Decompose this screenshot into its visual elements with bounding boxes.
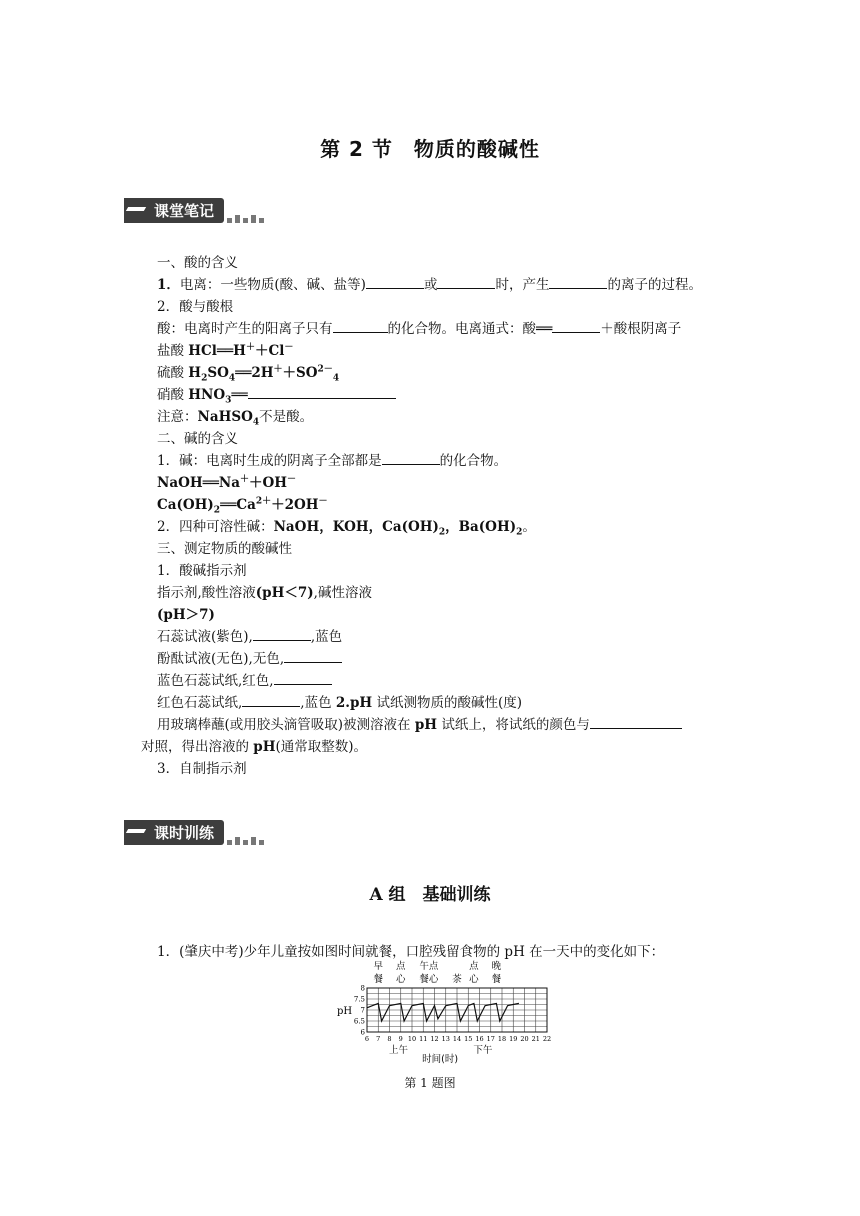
x-tick-label: 9 (398, 1035, 403, 1043)
x-axis-label: 时间(时) (422, 1054, 459, 1065)
fill-blank[interactable] (284, 648, 342, 663)
note-line: 2．酸与酸根 (157, 299, 234, 315)
meal-label: 点 (469, 961, 479, 972)
fill-blank[interactable] (248, 384, 396, 399)
question-text: 少年儿童按如图时间就餐，口腔残留食物的 pH 在一天中的变化如下： (243, 944, 665, 960)
x-tick-label: 8 (387, 1035, 392, 1043)
page-title: 第 2 节 物质的酸碱性 (320, 137, 540, 161)
note-line-litmus: 石蕊试液(紫色), ,蓝色 (157, 626, 757, 648)
fill-blank[interactable] (549, 274, 607, 289)
x-tick-label: 20 (520, 1035, 529, 1043)
meal-label: 心 (395, 974, 406, 985)
section-banner-notes (124, 198, 267, 223)
note-line-ionization: 1．电离：一些物质(酸、碱、盐等) 或 时，产生 的离子的过程。 (157, 274, 757, 296)
question-1 (157, 940, 664, 960)
y-tick-label: 7 (360, 1006, 365, 1015)
y-tick-label: 7.5 (353, 995, 365, 1004)
heading-base: 二、碱的含义 (157, 431, 238, 447)
note-line-hno3: 硝酸 $HNO_3══$ (157, 384, 757, 406)
note-line-h2so4: 硫酸 $H_2SO_4══2H^++SO^{2-}_4$ (157, 364, 340, 384)
x-tick-label: 12 (430, 1035, 439, 1043)
fill-blank[interactable] (552, 318, 600, 333)
banner-notes-label: 课堂笔记 (124, 198, 224, 223)
heading-measure: 三、测定物质的酸碱性 (157, 541, 292, 557)
banner-dots-decoration (227, 826, 267, 845)
heading-acid: 一、酸的含义 (157, 255, 238, 271)
meal-label: 点 (395, 961, 406, 972)
x-tick-label: 10 (407, 1035, 417, 1043)
period-label-pm: 下午 (473, 1045, 493, 1056)
x-tick-label: 15 (464, 1035, 473, 1043)
ph-chart-figure (335, 958, 565, 1074)
section-banner-training (124, 820, 267, 845)
note-line-ph-paper: 用玻璃棒蘸(或用胶头滴管吸取)被测溶液在 pH 试纸上，将试纸的颜色与 (157, 714, 757, 736)
note-line-base-def: 1．碱：电离时生成的阴离子全部都是 的化合物。 (157, 450, 757, 472)
x-tick-label: 18 (497, 1035, 507, 1043)
y-tick-label: 6 (360, 1028, 365, 1037)
note-line: 1．酸碱指示剂 (157, 563, 247, 579)
x-tick-label: 17 (486, 1035, 495, 1043)
question-source: (肇庆中考) (179, 944, 244, 960)
y-tick-label: 8 (360, 984, 365, 993)
x-tick-label: 22 (542, 1035, 552, 1043)
meal-label: 餐 (491, 974, 502, 985)
note-line-indicator: 指示剂,酸性溶液(pH＜7),碱性溶液 (157, 585, 372, 601)
meal-label: 餐 (373, 974, 384, 985)
fill-blank[interactable] (437, 274, 495, 289)
fill-blank[interactable] (242, 692, 300, 707)
x-tick-label: 7 (376, 1035, 381, 1043)
meal-label: 心 (469, 974, 479, 985)
class-notes (141, 252, 757, 780)
fill-blank[interactable] (274, 670, 332, 685)
meal-label: 茶 (452, 974, 462, 985)
x-tick-label: 14 (452, 1035, 462, 1043)
note-line-nahso4: 注意：NaHSO$_4$不是酸。 (157, 409, 314, 428)
note-line-soluble-bases: 2．四种可溶性碱：NaOH，KOH，$Ca(OH)_2$，$Ba(OH)_2$。 (157, 519, 536, 538)
note-line-naoh: NaOH══Na＋＋OH－ (157, 474, 296, 491)
question-number: 1． (157, 944, 180, 960)
meal-label: 午点 (419, 961, 439, 972)
x-tick-label: 19 (509, 1035, 518, 1043)
meal-label: 餐心 (419, 974, 439, 985)
fill-blank[interactable] (382, 450, 440, 465)
note-line: (pH＞7) (157, 607, 215, 623)
group-title: A 组 基础训练 (369, 885, 491, 905)
meal-label: 晚 (491, 961, 502, 972)
x-tick-label: 6 (364, 1035, 370, 1043)
fill-blank[interactable] (590, 714, 682, 729)
ph-chart (335, 958, 565, 1070)
y-tick-label: 6.5 (353, 1017, 365, 1026)
note-line-ph-result: 对照，得出溶液的 pH(通常取整数)。 (141, 739, 368, 755)
banner-dots-decoration (227, 204, 267, 223)
fill-blank[interactable] (366, 274, 424, 289)
note-line-hcl: 盐酸 HCl══H＋＋Cl－ (157, 342, 294, 359)
x-tick-label: 11 (419, 1035, 428, 1043)
meal-label: 早 (373, 961, 384, 972)
y-axis-label: pH (337, 1006, 353, 1017)
fill-blank[interactable] (333, 318, 388, 333)
period-label-am: 上午 (388, 1045, 409, 1056)
banner-training-label: 课时训练 (124, 820, 224, 845)
note-line-blue-litmus: 蓝色石蕊试纸,红色, (157, 670, 757, 692)
fill-blank[interactable] (253, 626, 311, 641)
note-line-phenolphthalein: 酚酞试液(无色),无色, (157, 648, 757, 670)
note-line: 3．自制指示剂 (157, 761, 247, 777)
note-line-acid-def: 酸：电离时产生的阳离子只有 的化合物。电离通式：酸══ ＋酸根阴离子 (157, 318, 757, 340)
x-tick-label: 13 (441, 1035, 450, 1043)
x-tick-label: 16 (475, 1035, 484, 1043)
figure-caption: 第 1 题图 (404, 1076, 456, 1090)
note-line-caoh2: $Ca(OH)_2══Ca^{2+}+2OH^-$ (157, 496, 328, 516)
note-line-red-litmus: 红色石蕊试纸, ,蓝色 2.pH 试纸测物质的酸碱性(度) (157, 692, 757, 714)
x-tick-label: 21 (531, 1035, 540, 1043)
